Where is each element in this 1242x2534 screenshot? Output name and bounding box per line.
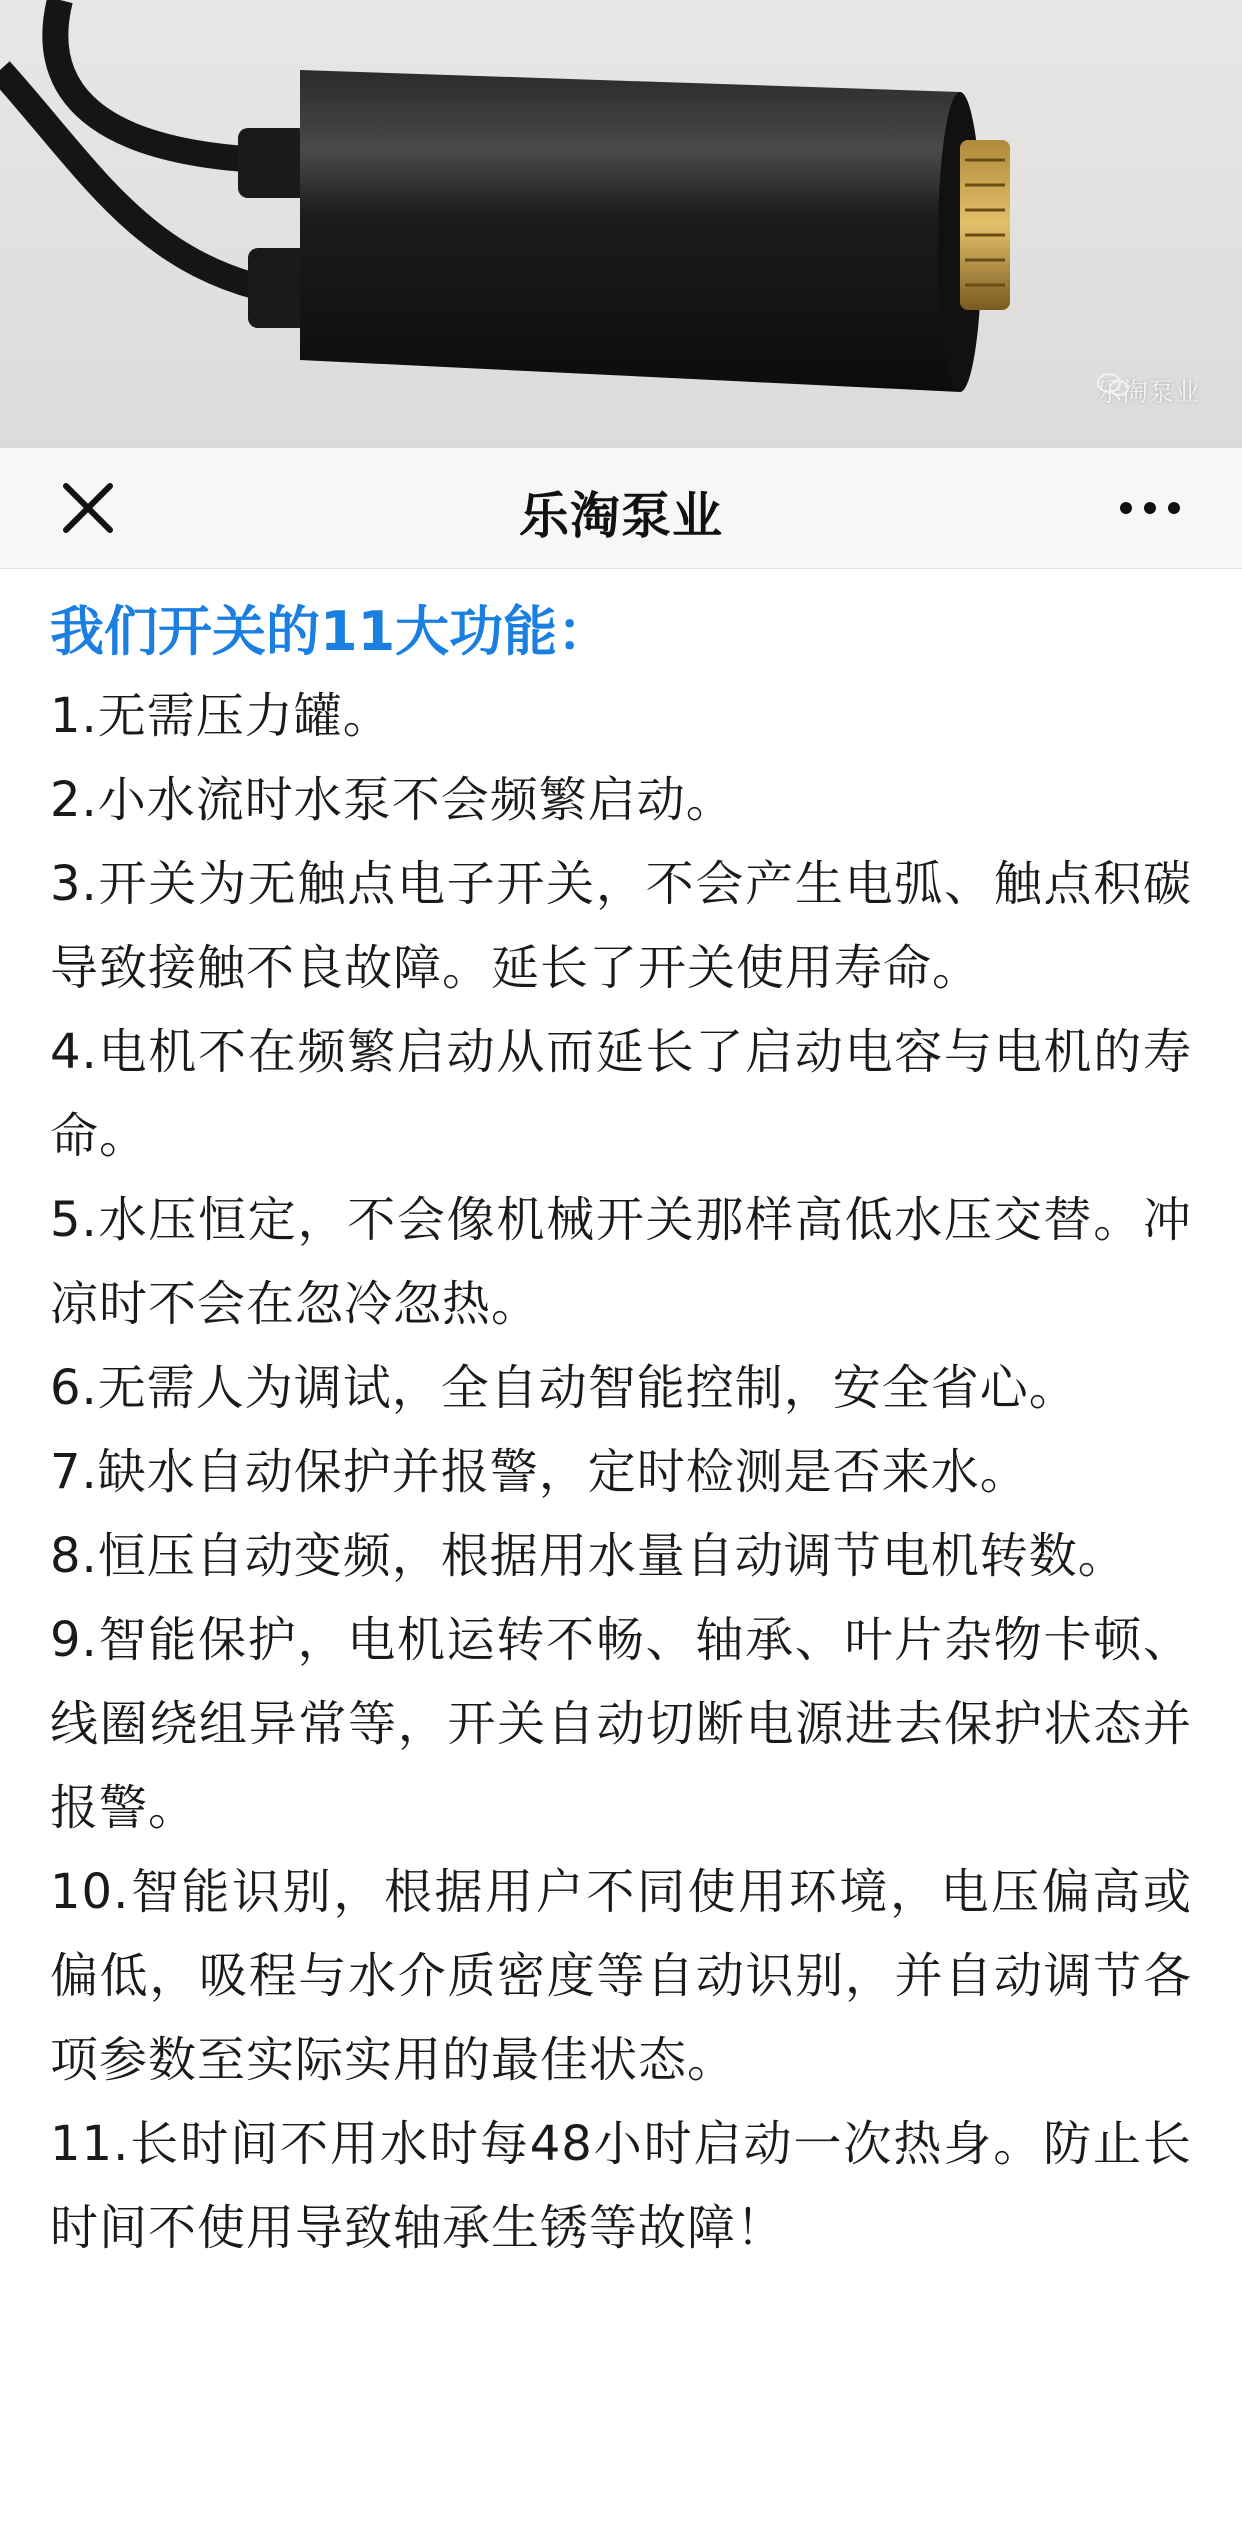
feature-item-6: 6.无需人为调试，全自动智能控制，安全省心。 xyxy=(50,1360,1078,1416)
article-heading: 我们开关的11大功能： xyxy=(50,600,612,663)
feature-item-11: 11.长时间不用水时每48小时启动一次热身。防止长时间不使用导致轴承生锈等故障！ xyxy=(50,2116,1192,2256)
product-photo xyxy=(0,0,1242,448)
feature-item-8: 8.恒压自动变频，根据用水量自动调节电机转数。 xyxy=(50,1528,1127,1584)
feature-item-1: 1.无需压力罐。 xyxy=(50,688,392,744)
feature-item-7: 7.缺水自动保护并报警，定时检测是否来水。 xyxy=(50,1444,1029,1500)
feature-item-3: 3.开关为无触点电子开关，不会产生电弧、触点积碳导致接触不良故障。延长了开关使用寿命。 xyxy=(50,856,1192,996)
wechat-icon xyxy=(1096,372,1130,398)
pump-switch-image xyxy=(0,0,1242,448)
feature-item-10: 10.智能识别，根据用户不同使用环境，电压偏高或偏低，吸程与水介质密度等自动识别，并自动调节各项参数至实际实用的最佳状态。 xyxy=(50,1864,1192,2088)
watermark xyxy=(1096,372,1200,409)
more-dots-icon[interactable] xyxy=(1118,488,1182,528)
watermark-text: 乐淘泵业 xyxy=(1095,378,1200,408)
navigation-bar xyxy=(0,448,1242,569)
feature-item-4: 4.电机不在频繁启动从而延长了启动电容与电机的寿命。 xyxy=(50,1024,1192,1164)
page-title: 乐淘泵业 xyxy=(519,487,723,545)
feature-item-2: 2.小水流时水泵不会频繁启动。 xyxy=(50,772,735,828)
article-body xyxy=(50,590,1192,2270)
feature-item-9: 9.智能保护，电机运转不畅、轴承、叶片杂物卡顿、线圈绕组异常等，开关自动切断电源进去保护状态并报警。 xyxy=(50,1612,1192,1836)
feature-item-5: 5.水压恒定，不会像机械开关那样高低水压交替。冲凉时不会在忽冷忽热。 xyxy=(50,1192,1192,1332)
